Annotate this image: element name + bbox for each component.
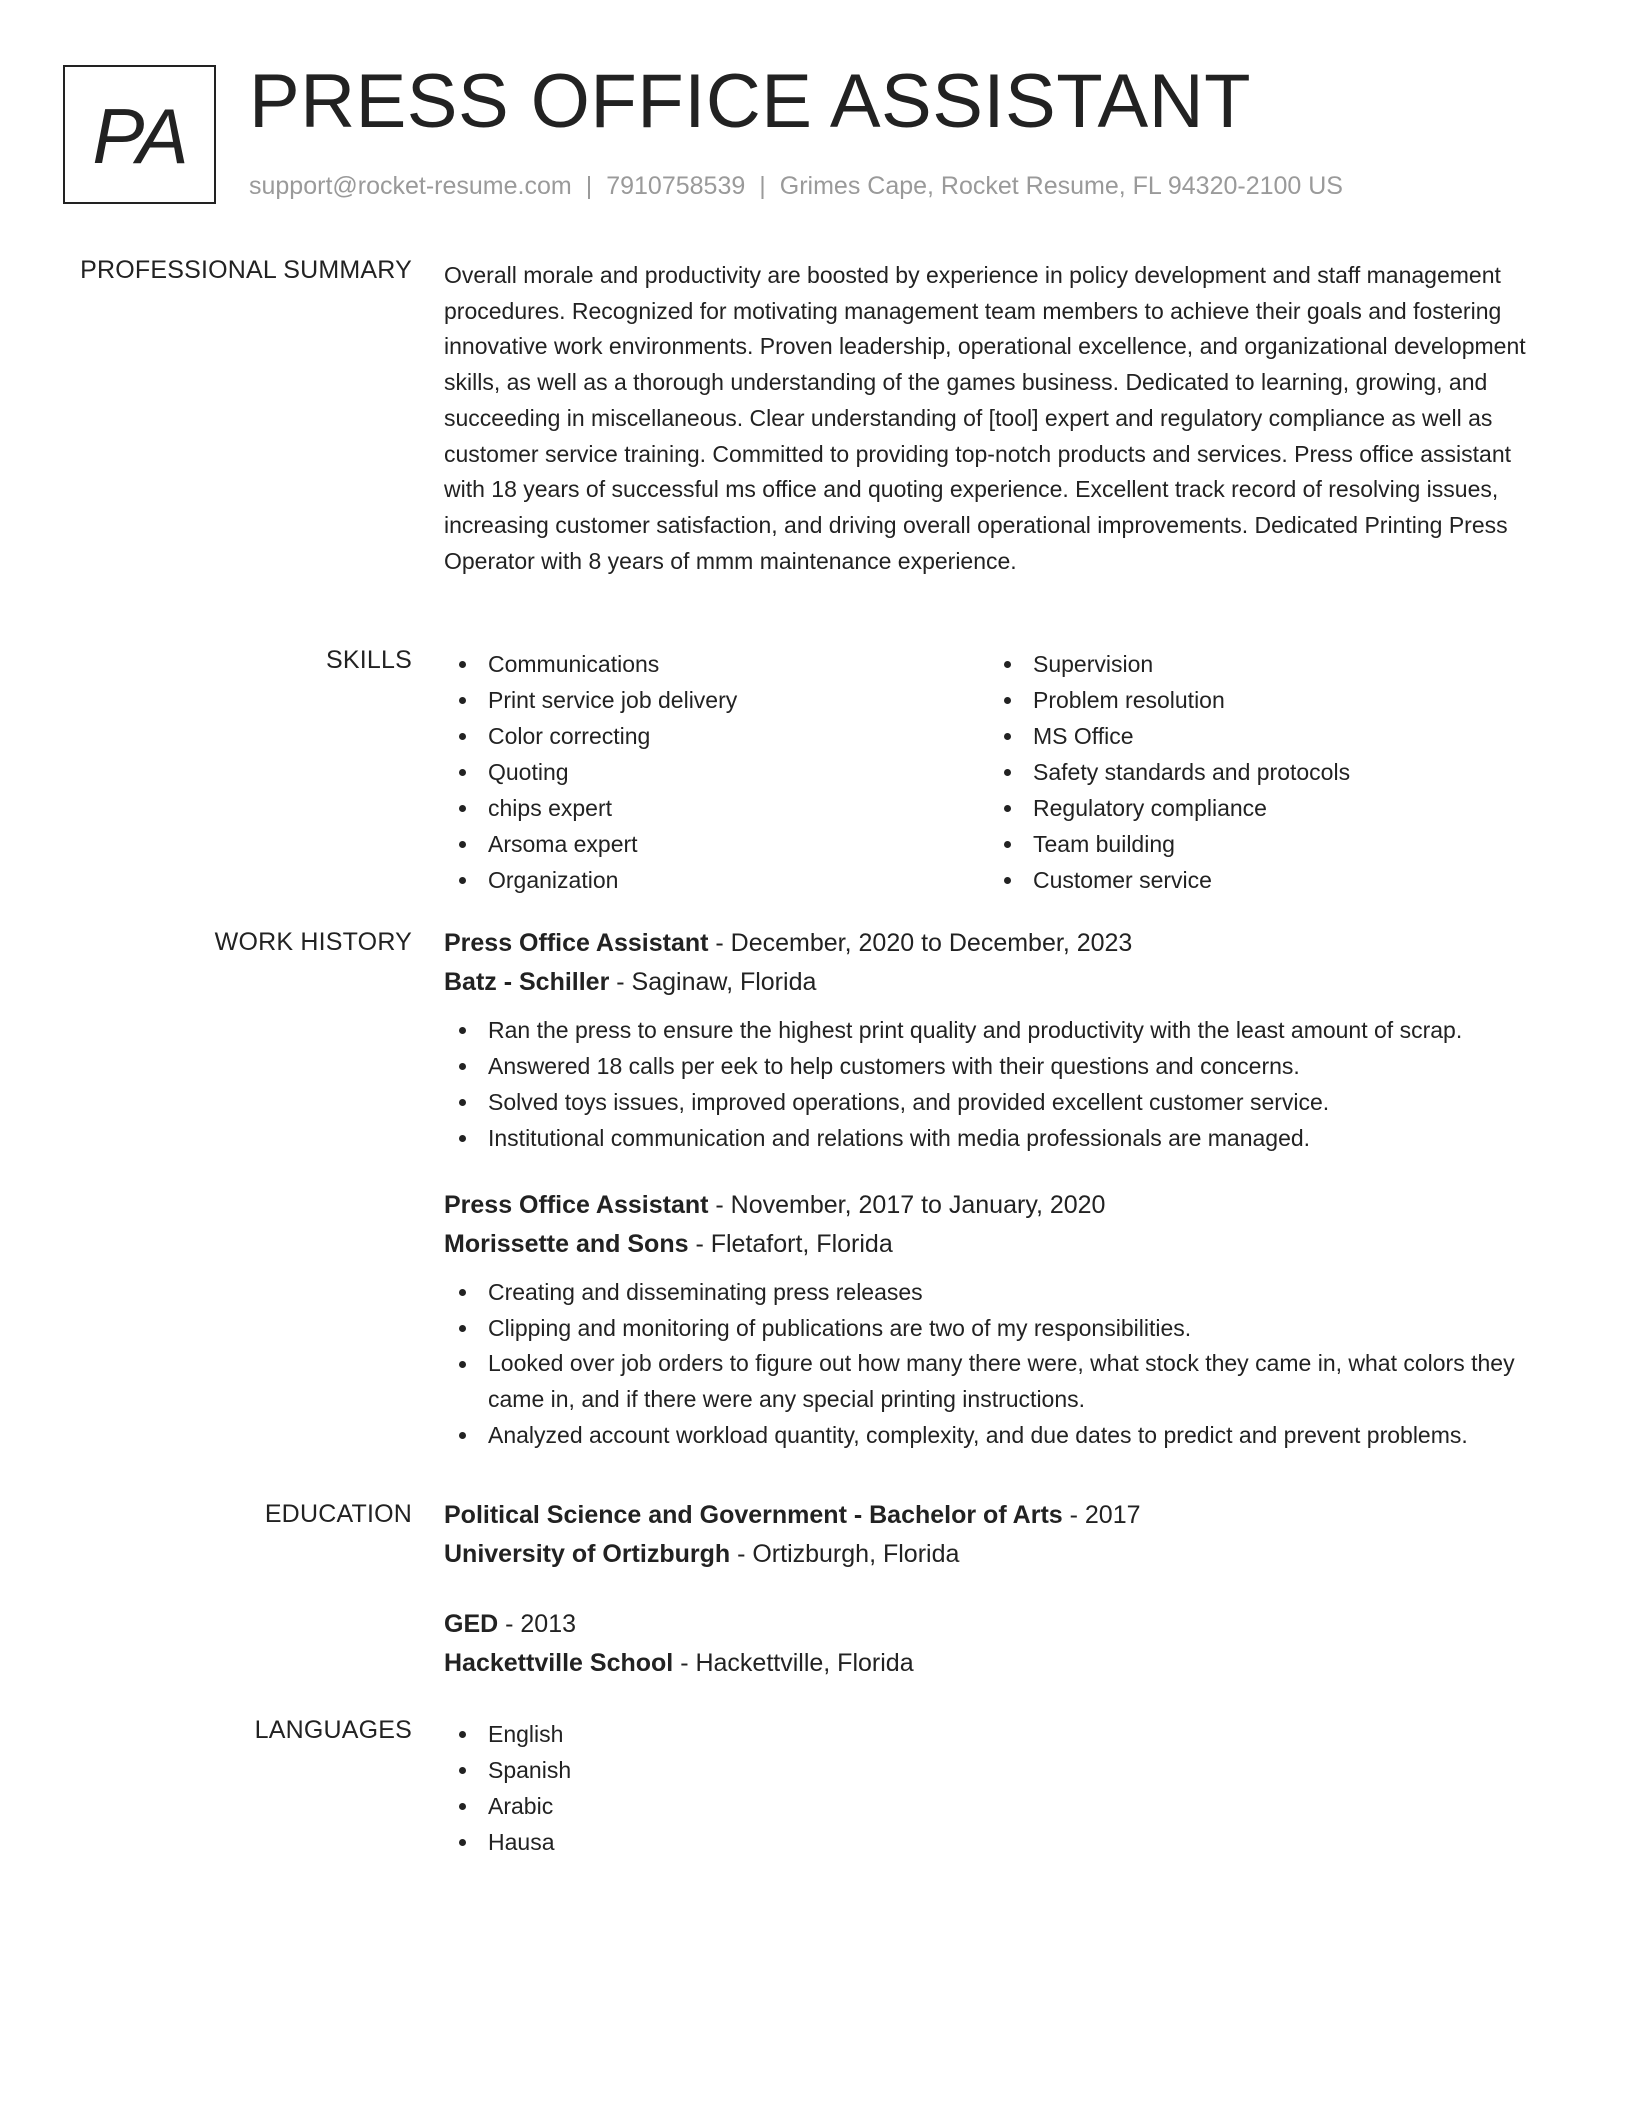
section-label-work-history: WORK HISTORY <box>214 928 412 956</box>
contact-phone: 7910758539 <box>606 172 746 200</box>
skills-list-left <box>444 646 989 898</box>
job-dates: - November, 2017 to January, 2020 <box>708 1191 1106 1219</box>
job-bullet: Looked over job orders to figure out how many there were, what stock they came in, what colors they came in, and if there were any special printing instructions. <box>444 1346 1554 1417</box>
job-bullet: Solved toys issues, improved operations, and provided excellent customer service. <box>444 1084 1554 1120</box>
education-location: - Hackettville, Florida <box>673 1649 914 1677</box>
language-item: English <box>444 1716 1554 1752</box>
education-year: - 2017 <box>1062 1501 1141 1529</box>
job-bullet-list <box>444 1274 1554 1453</box>
skill-item: Customer service <box>989 862 1534 898</box>
skill-item: MS Office <box>989 718 1534 754</box>
skill-item: Print service job delivery <box>444 682 989 718</box>
monogram-badge <box>63 65 216 204</box>
section-label-languages: LANGUAGES <box>254 1716 412 1744</box>
job-bullet: Creating and disseminating press releases <box>444 1274 1554 1310</box>
education-school: Hackettville School <box>444 1649 674 1677</box>
section-label-summary: PROFESSIONAL SUMMARY <box>80 256 412 284</box>
job-title-line <box>444 1186 1554 1225</box>
job-location: - Saginaw, Florida <box>609 968 817 996</box>
skill-item: Quoting <box>444 754 989 790</box>
job-title: Press Office Assistant <box>444 1191 709 1219</box>
skill-item: Color correcting <box>444 718 989 754</box>
job-company: Morissette and Sons <box>444 1230 689 1258</box>
job-bullet-list <box>444 1012 1554 1156</box>
education-year: - 2013 <box>498 1610 577 1638</box>
section-label-skills: SKILLS <box>326 646 412 674</box>
skill-item: Team building <box>989 826 1534 862</box>
job-org-line <box>444 1225 1554 1264</box>
resume-title: PRESS OFFICE ASSISTANT <box>249 59 1252 144</box>
education-school-line <box>444 1535 1554 1574</box>
job-title-line <box>444 924 1554 963</box>
contact-line <box>249 172 1343 201</box>
job-dates: - December, 2020 to December, 2023 <box>708 929 1133 957</box>
skills-list-right <box>989 646 1534 898</box>
education-school-line <box>444 1644 1554 1683</box>
skill-item: Supervision <box>989 646 1534 682</box>
job-bullet: Clipping and monitoring of publications are two of my responsibilities. <box>444 1310 1554 1346</box>
skills-grid <box>444 646 1554 898</box>
job-org-line <box>444 963 1554 1002</box>
contact-address: Grimes Cape, Rocket Resume, FL 94320-2100 US <box>779 172 1343 200</box>
job-bullet: Ran the press to ensure the highest print quality and productivity with the least amount of scrap. <box>444 1012 1554 1048</box>
languages-list <box>444 1716 1554 1860</box>
education-degree: Political Science and Government - Bachelor of Arts <box>444 1501 1063 1529</box>
job-entry <box>444 924 1554 1156</box>
education-entry <box>444 1605 1554 1683</box>
job-entry <box>444 1186 1554 1453</box>
initials: PA <box>92 92 187 180</box>
job-location: - Fletafort, Florida <box>688 1230 893 1258</box>
skill-item: Safety standards and protocols <box>989 754 1534 790</box>
education-entry <box>444 1496 1554 1574</box>
language-item: Spanish <box>444 1752 1554 1788</box>
skill-item: Organization <box>444 862 989 898</box>
job-company: Batz - Schiller <box>444 968 610 996</box>
job-title: Press Office Assistant <box>444 929 709 957</box>
language-item: Hausa <box>444 1824 1554 1860</box>
contact-separator: | <box>759 172 766 200</box>
language-item: Arabic <box>444 1788 1554 1824</box>
education-school: University of Ortizburgh <box>444 1540 731 1568</box>
skill-item: Arsoma expert <box>444 826 989 862</box>
skill-item: Problem resolution <box>989 682 1534 718</box>
skill-item: chips expert <box>444 790 989 826</box>
education-degree: GED <box>444 1610 499 1638</box>
job-bullet: Institutional communication and relations with media professionals are managed. <box>444 1120 1554 1156</box>
skill-item: Communications <box>444 646 989 682</box>
summary-text: Overall morale and productivity are boosted by experience in policy development and staff management procedures. Recognized for motivating management team members to achieve their goals and fostering innovative work environments. Proven leadership, operational excellence, and organizational development skills, as well as a thorough understanding of the games business. Dedicated to learning, growing, and succeeding in miscellaneous. Clear understanding of [tool] expert and regulatory compliance as well as customer service training. Committed to providing top-notch products and services. Press office assistant with 18 years of successful ms office and quoting experience. Excellent track record of resolving issues, increasing customer satisfaction, and driving overall operational improvements. Dedicated Printing Press Operator with 8 years of mmm maintenance experience. <box>444 262 1526 574</box>
education-location: - Ortizburgh, Florida <box>730 1540 960 1568</box>
contact-separator: | <box>585 172 593 200</box>
section-label-education: EDUCATION <box>264 1500 412 1528</box>
job-bullet: Analyzed account workload quantity, complexity, and due dates to predict and prevent problems. <box>444 1417 1554 1453</box>
job-bullet: Answered 18 calls per eek to help customers with their questions and concerns. <box>444 1048 1554 1084</box>
skill-item: Regulatory compliance <box>989 790 1534 826</box>
contact-email: support@rocket-resume.com <box>249 172 572 200</box>
education-degree-line <box>444 1605 1554 1644</box>
education-degree-line <box>444 1496 1554 1535</box>
